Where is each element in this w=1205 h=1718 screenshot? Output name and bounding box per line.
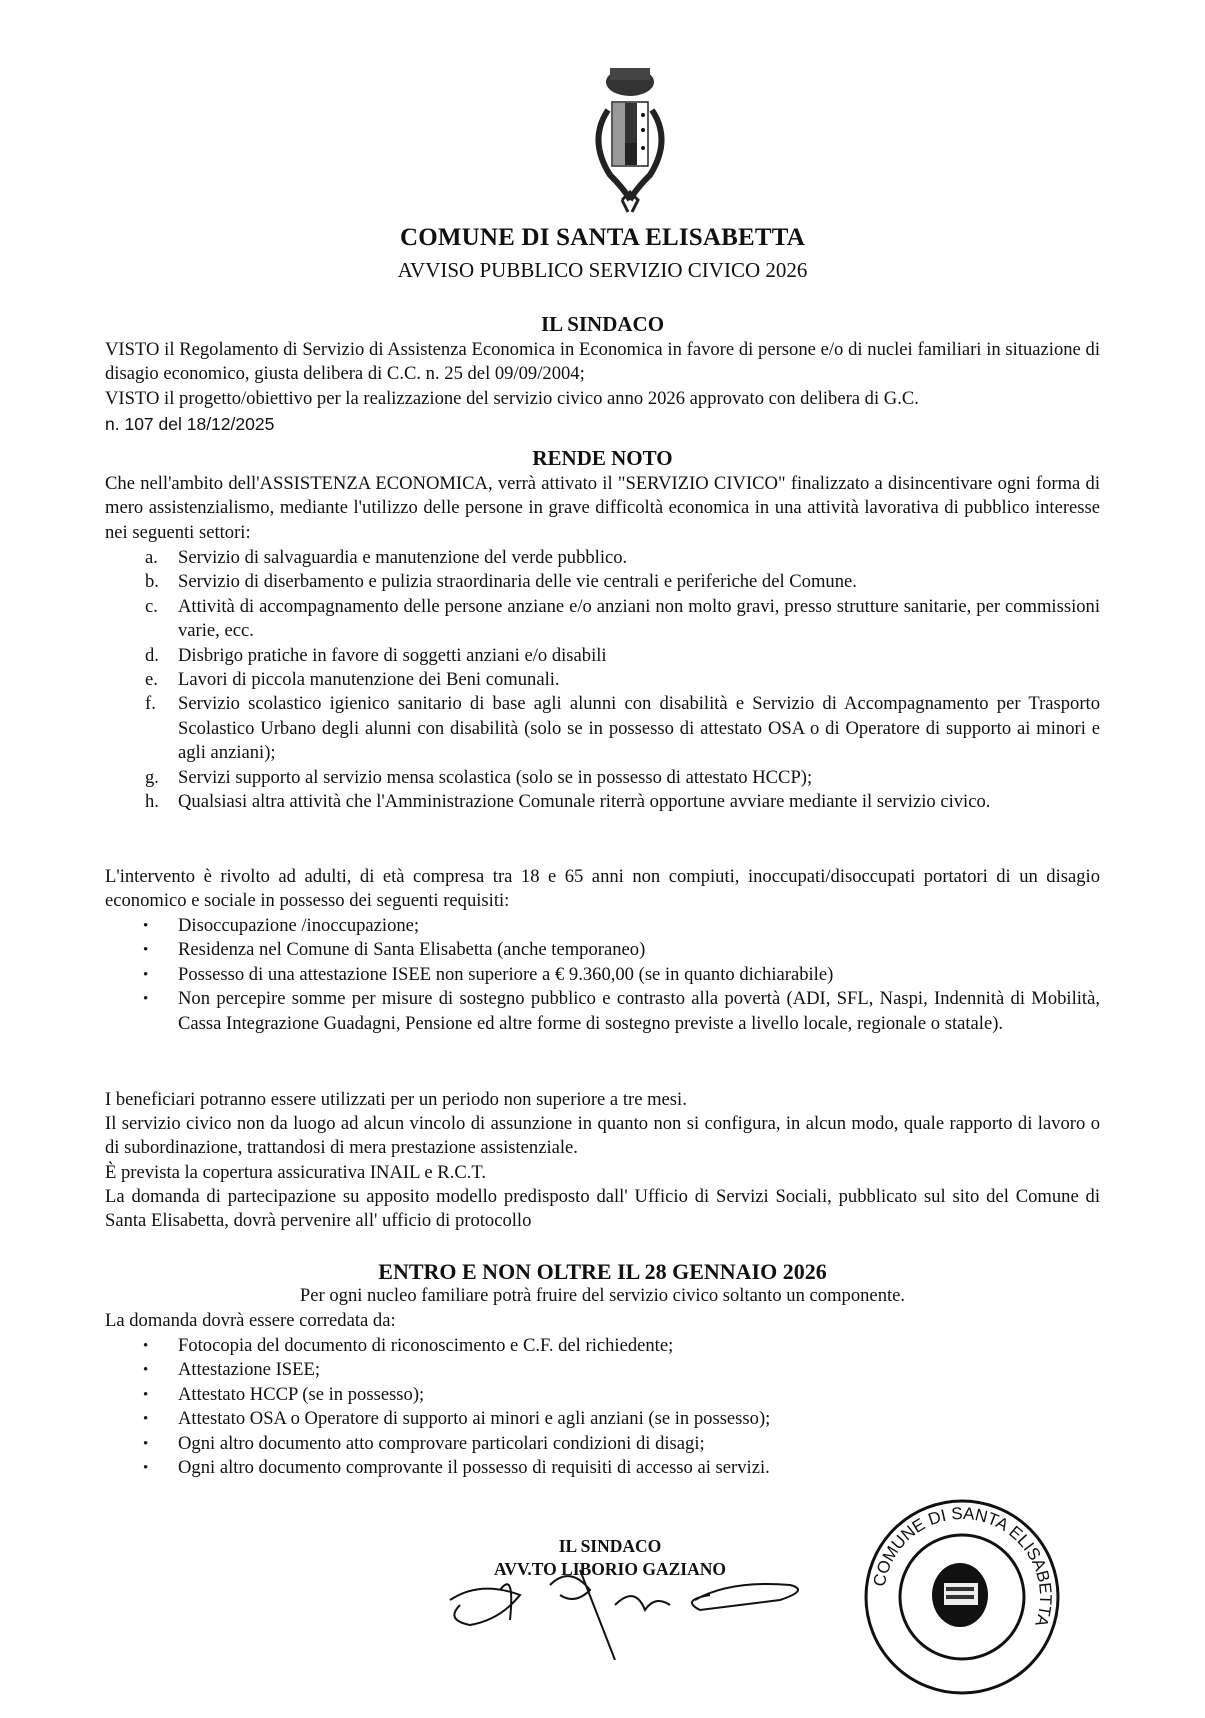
signatory-title: IL SINDACO (558, 1536, 662, 1556)
periodo-paragraph: I beneficiari potranno essere utilizzati per un periodo non superiore a tre mesi. (105, 1089, 687, 1110)
list-item: • Non percepire somme per misure di sostegno pubblico e contrasto alla povertà (ADI, SFL, Naspi, Indennità di Mobilità, Cassa Integrazione Guadagni, Pensione ed altre forme di sostegno previste a livello locale, regionale o statale). (143, 988, 1100, 1034)
coat-of-arms-icon (580, 60, 680, 220)
list-item: d. Disbrigo pratiche in favore di soggetti anziani e/o disabili (145, 644, 607, 666)
documenti-list (105, 1334, 1100, 1480)
list-item: b. Servizio di diserbamento e pulizia straordinaria delle vie centrali e periferiche del Comune. (145, 571, 857, 593)
requisiti-list (105, 914, 1100, 1036)
list-item: • Attestato HCCP (se in possesso); (143, 1383, 425, 1405)
nucleo-paragraph: Per ogni nucleo familiare potrà fruire del servizio civico soltanto un componente. (299, 1285, 906, 1306)
svg-text:COMUNE DI SANTA ELISABETTA: COMUNE DI SANTA ELISABETTA (869, 1503, 1056, 1629)
domanda-paragraph: La domanda di partecipazione su apposito modello predisposto dall' Ufficio di Servizi Sociali, pubblicato sul sito del Comune di Santa Elisabetta, dovrà pervenire all' ufficio di protocollo (105, 1186, 1100, 1232)
list-item: • Ogni altro documento atto comprovare particolari condizioni di disagi; (143, 1432, 705, 1454)
list-item: • Fotocopia del documento di riconoscimento e C.F. del richiedente; (143, 1335, 674, 1356)
requisiti-intro: L'intervento è rivolto ad adulti, di età compresa tra 18 e 65 anni non compiuti, inoccupati/disoccupati portatori di un disagio economico e sociale in possesso dei seguenti requisiti: (105, 866, 1100, 912)
list-item: a. Servizio di salvaguardia e manutenzione del verde pubblico. (145, 547, 628, 568)
deadline-heading: ENTRO E NON OLTRE IL 28 GENNAIO 2026 (378, 1259, 827, 1284)
list-item: c. Attività di accompagnamento delle persone anziane e/o anziani non molto gravi, presso strutture sanitarie, per commissioni varie, ecc. (145, 595, 1100, 642)
notice-subtitle: AVVISO PUBBLICO SERVIZIO CIVICO 2026 (397, 258, 808, 282)
list-item: e. Lavori di piccola manutenzione dei Beni comunali. (145, 669, 560, 691)
list-item: • Attestato OSA o Operatore di supporto ai minori e agli anziani (se in possesso); (143, 1408, 771, 1430)
corredata-paragraph: La domanda dovrà essere corredata da: (105, 1310, 396, 1331)
list-item: • Possesso di una attestazione ISEE non superiore a € 9.360,00 (se in quanto dichiarabile) (143, 963, 834, 985)
settori-list (105, 546, 1100, 814)
list-item: f. Servizio scolastico igienico sanitario di base agli alunni con disabilità e Servizio di Accompagnamento per Trasporto Scolastico Urbano degli alunni con disabilità (solo se in possesso di attestato OSA o di Operatore di supporto ai minori e agli anziani); (145, 693, 1100, 764)
assicurazione-paragraph: È prevista la copertura assicurativa INAIL e R.C.T. (105, 1162, 487, 1183)
vincolo-paragraph: Il servizio civico non da luogo ad alcun vincolo di assunzione in quanto non si configura, in alcun modo, quale rapporto di lavoro o di subordinazione, trattandosi di mera prestazione assistenziale. (105, 1113, 1100, 1159)
list-item: • Attestazione ISEE; (143, 1359, 320, 1381)
list-item: • Disoccupazione /inoccupazione; (143, 915, 420, 936)
municipality-title: COMUNE DI SANTA ELISABETTA (399, 224, 806, 251)
sindaco-heading: IL SINDACO (540, 312, 665, 336)
official-stamp-icon (860, 1495, 1065, 1700)
list-item: h. Qualsiasi altra attività che l'Amministrazione Comunale riterrà opportune avviare mediante il servizio civico. (145, 791, 991, 813)
visto-paragraph-1: VISTO il Regolamento di Servizio di Assistenza Economica in Economica in favore di persone e/o di nuclei familiari in situazione di disagio economico, giusta delibera di C.C. n. 25 del 09/09/2004; (105, 339, 1100, 385)
rende-noto-heading: RENDE NOTO (532, 446, 673, 470)
list-item: g. Servizi supporto al servizio mensa scolastica (solo se in possesso di attestato HCCP); (145, 766, 813, 788)
list-item: • Ogni altro documento comprovante il possesso di requisiti di accesso ai servizi. (143, 1457, 770, 1479)
signatory-name: AVV.TO LIBORIO GAZIANO (494, 1559, 726, 1579)
visto-paragraph-2: VISTO il progetto/obiettivo per la realizzazione del servizio civico anno 2026 approvato con delibera di G.C. (105, 388, 919, 409)
handwritten-signature-icon (440, 1550, 820, 1660)
intro-paragraph: Che nell'ambito dell'ASSISTENZA ECONOMICA, verrà attivato il "SERVIZIO CIVICO" finalizzato a disincentivare ogni forma di mero assistenzialismo, mediante l'utilizzo delle persone in grave difficoltà economica in una attività lavorativa di pubblico interesse nei seguenti settori: (105, 473, 1100, 543)
visto-paragraph-2-delibera: n. 107 del 18/12/2025 (105, 414, 275, 434)
list-item: • Residenza nel Comune di Santa Elisabetta (anche temporaneo) (143, 939, 646, 961)
